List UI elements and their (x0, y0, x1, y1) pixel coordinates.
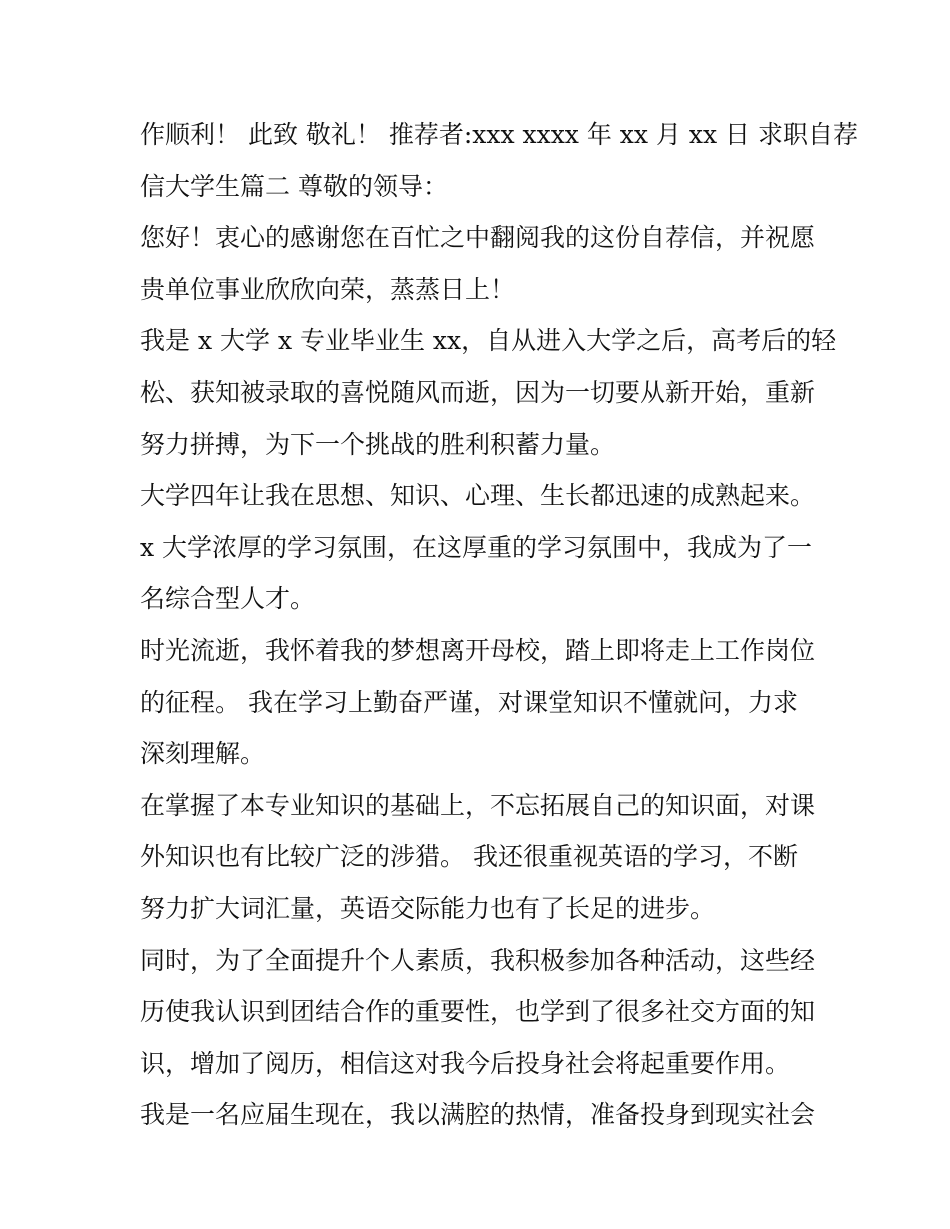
text-line: 名综合型人才。 (140, 584, 316, 614)
letter-body (140, 109, 858, 1141)
text-line: 外知识也有比较广泛的涉猎。 我还很重视英语的学习，不断 (140, 842, 798, 872)
text-line: 信大学生篇二 尊敬的领导： (140, 171, 448, 201)
text-line: 同时，为了全面提升个人素质，我积极参加各种活动，这些经 (140, 945, 816, 975)
text-line: 我是 x 大学 x 专业毕业生 xx，自从进入大学之后，高考后的轻 (140, 326, 837, 356)
text-line: 在掌握了本专业知识的基础上，不忘拓展自己的知识面，对课 (140, 790, 816, 820)
text-line: 时光流逝，我怀着我的梦想离开母校，踏上即将走上工作岗位 (140, 635, 816, 665)
text-line: 识，增加了阅历，相信这对我今后投身社会将起重要作用。 (140, 1048, 791, 1078)
text-line: 深刻理解。 (140, 739, 266, 769)
text-line: 松、获知被录取的喜悦随风而逝，因为一切要从新开始，重新 (140, 377, 816, 407)
text-line: 历使我认识到团结合作的重要性，也学到了很多社交方面的知 (140, 997, 816, 1027)
text-line: 努力拼搏，为下一个挑战的胜利积蓄力量。 (140, 429, 616, 459)
text-line: 大学四年让我在思想、知识、心理、生长都迅速的成熟起来。 (140, 481, 816, 511)
text-line: 贵单位事业欣欣向荣，蒸蒸日上！ (140, 274, 516, 304)
text-line: 您好！衷心的感谢您在百忙之中翻阅我的这份自荐信，并祝愿 (140, 223, 816, 253)
text-line: 努力扩大词汇量，英语交际能力也有了长足的进步。 (140, 893, 716, 923)
text-line: 的征程。 我在学习上勤奋严谨，对课堂知识不懂就问，力求 (140, 687, 798, 717)
text-line: 作顺利！ 此致 敬礼！ 推荐者:xxx xxxx 年 xx 月 xx 日 求职自荐 (140, 120, 858, 149)
text-line: 我是一名应届生现在，我以满腔的热情，准备投身到现实社会 (140, 1100, 816, 1130)
text-line: x 大学浓厚的学习氛围，在这厚重的学习氛围中，我成为了一 (140, 532, 813, 562)
